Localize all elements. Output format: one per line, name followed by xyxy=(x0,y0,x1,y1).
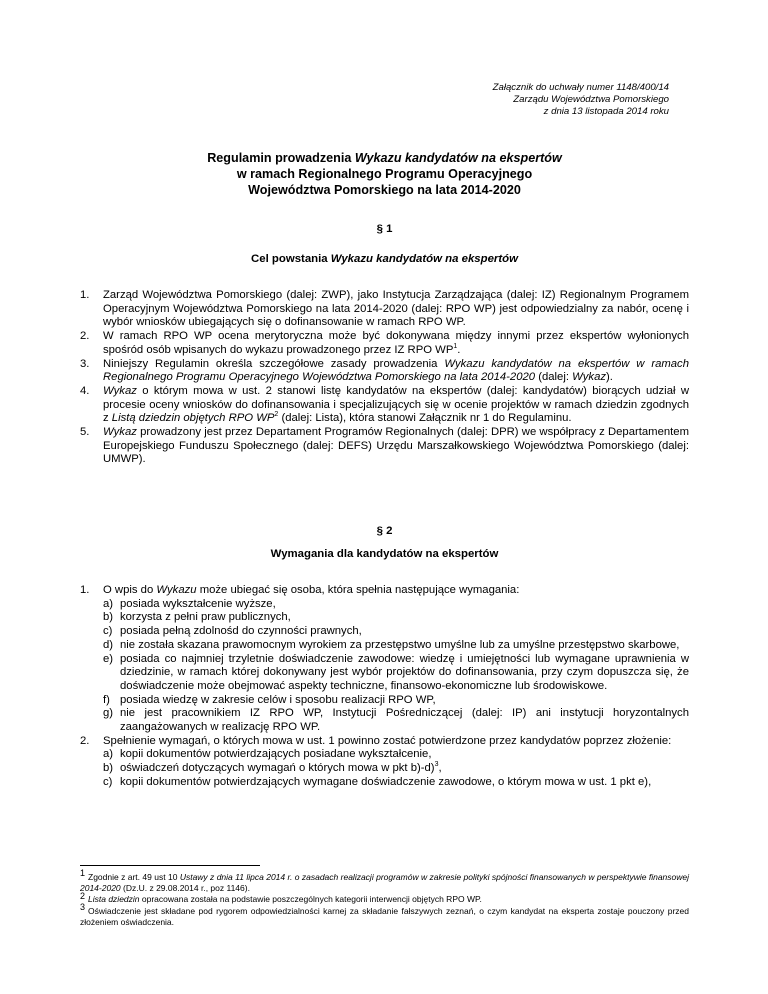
list-item xyxy=(80,426,689,467)
sub-item-text: kopii dokumentów potwierdzających posiadane wykształcenie, xyxy=(120,748,432,761)
sub-item-letter: g) xyxy=(103,707,114,720)
item-text: . xyxy=(457,343,461,356)
item-number: 3. xyxy=(80,357,90,370)
sub-item-text: , xyxy=(438,762,442,775)
footnote-number: 3 xyxy=(80,901,86,912)
item-number: 1. xyxy=(80,584,90,596)
heading-text: Cel powstania xyxy=(251,253,331,265)
item-text: (dalej: Lista), która stanowi Załącznik nr 1 do Regulaminu. xyxy=(278,412,572,425)
title-italic: Wykazu kandydatów na ekspertów xyxy=(354,151,562,165)
list-item xyxy=(80,735,689,790)
sub-item xyxy=(103,598,689,612)
item-text: Spełnienie wymagań, o których mowa w ust. 1 powinno zostać potwierdzone przez kandydatów poprzez złożenie: xyxy=(103,734,672,747)
footnote-text: opracowana została na podstawie poszczególnych kategorii interwencji objętych RPO WP. xyxy=(139,894,482,905)
item-text: W ramach RPO WP ocena merytoryczna może być dokonywana między innymi przez ekspertów wyłonionych spośród osób wpisanych do wykazu prowadzonego przez IZ RPO WP xyxy=(103,330,689,356)
item-italic: Wykaz xyxy=(572,371,607,384)
item-italic: Wykaz xyxy=(103,426,137,439)
item-text: prowadzony jest przez Departament Programów Regionalnych (dalej: DPR) we współpracy z Departamentem Europejskiego Funduszu Społecznego (dalej: DEFS) Urzędu Marszałkowskiego Województwa Pomorskiego (dalej: UMWP). xyxy=(103,426,689,466)
item-italic: Wykazu kandydatów na ekspertów w ramach Regionalnego Programu Operacyjnego Województwa Pomorskiego na lata 2014-2020 xyxy=(103,357,689,384)
sub-item xyxy=(103,694,689,708)
sub-item-letter: b) xyxy=(103,762,114,775)
item-text: o którym mowa w ust. 2 stanowi listę kandydatów na ekspertów (dalej: kandydatów) biorących udział w procesie oceny wniosków do dofinansowania i specjalizujących się w ocenie projektów w ramach dziedzin zgodnych z xyxy=(103,384,689,425)
sub-item-text: posiada wykształcenie wyższe, xyxy=(120,597,276,610)
sub-item-text: oświadczeń dotyczących wymagań o których mowa w pkt b)-d) xyxy=(120,762,435,775)
sub-item-text: nie jest pracownikiem IZ RPO WP, Instytucji Pośredniczącej (dalej: IP) ani instytucji horyzontalnych zaangażowanych w realizację RPO WP. xyxy=(120,707,689,734)
sub-item xyxy=(103,625,689,639)
footnote-divider xyxy=(80,865,260,866)
list-item xyxy=(80,289,689,330)
sub-item-letter: b) xyxy=(103,611,114,624)
title-text: w ramach Regionalnego Programu Operacyjnego xyxy=(236,167,533,181)
item-text: Zarząd Województwa Pomorskiego (dalej: ZWP), jako Instytucja Zarządzająca (dalej: IZ) Regionalnym Programem Operacyjnym Województwa Pomorskiego na lata 2014-2020 (dalej: RPO WP) jest odpowiedzialny za nabór, ocenę i wybór wniosków ubiegających się o dofinansowanie w ramach RPO WP. xyxy=(103,289,689,329)
section-mark: § 2 xyxy=(376,525,393,537)
sub-item-letter: a) xyxy=(103,597,114,610)
sub-item xyxy=(103,748,689,762)
sub-item xyxy=(103,762,689,776)
footnote-number: 2 xyxy=(80,890,86,901)
item-number: 4. xyxy=(80,384,90,397)
sub-item-letter: a) xyxy=(103,748,114,761)
heading-italic: Wykazu kandydatów na ekspertów xyxy=(330,253,518,265)
section-2-list xyxy=(80,584,689,790)
sub-item-text: posiada wiedzę w zakresie celów i sposobu realizacji RPO WP, xyxy=(120,693,436,706)
footnote-ref[interactable]: 3 xyxy=(434,761,439,769)
footnote xyxy=(80,890,689,905)
annex-note xyxy=(493,82,669,118)
item-text: Niniejszy Regulamin określa szczegółowe zasady prowadzenia xyxy=(103,357,445,370)
annex-line: Załącznik do uchwały numer 1148/400/14 xyxy=(492,82,669,93)
section-mark: § 1 xyxy=(376,223,393,235)
item-number: 2. xyxy=(80,734,90,747)
footnote-text: (Dz.U. z 29.08.2014 r., poz 1146). xyxy=(120,883,250,894)
footnotes xyxy=(80,868,690,928)
item-number: 2. xyxy=(80,330,90,343)
sub-item xyxy=(103,611,689,625)
sub-item-text: nie została skazana prawomocnym wyrokiem za przestępstwo umyślne lub za umyślne przestępstwo skarbowe, xyxy=(120,638,680,651)
item-text: O wpis do xyxy=(103,584,157,596)
item-number: 1. xyxy=(80,289,90,301)
footnote-ref[interactable]: 1 xyxy=(453,343,458,351)
item-italic: Wykazu xyxy=(156,584,197,596)
sub-item xyxy=(103,653,689,694)
list-item xyxy=(80,584,689,735)
sub-item-letter: f) xyxy=(103,693,110,706)
annex-line: z dnia 13 listopada 2014 roku xyxy=(543,106,669,117)
list-item xyxy=(80,385,689,426)
list-item xyxy=(80,358,689,385)
sub-item-letter: c) xyxy=(103,625,113,638)
item-italic: Wykaz xyxy=(103,384,137,397)
document-title xyxy=(100,150,669,198)
section-heading: Wymagania dla kandydatów na ekspertów xyxy=(270,548,499,560)
footnote-italic: Lista dziedzin xyxy=(88,894,140,905)
footnote-text: Zgodnie z art. 49 ust 10 xyxy=(88,872,180,882)
title-text: Województwa Pomorskiego na lata 2014-2020 xyxy=(248,183,521,197)
footnote xyxy=(80,901,689,928)
item-italic: Listą dziedzin objętych RPO WP xyxy=(111,412,275,425)
sub-item-text: kopii dokumentów potwierdzających wymagane doświadczenie zawodowe, o którym mowa w ust. 1 pkt e), xyxy=(120,775,652,788)
list-item xyxy=(80,330,689,357)
footnote xyxy=(80,868,690,894)
item-text: ). xyxy=(606,371,613,384)
section-1-list xyxy=(80,289,689,467)
item-text: może ubiegać się osoba, która spełnia następujące wymagania: xyxy=(196,584,520,596)
footnote-ref[interactable]: 2 xyxy=(274,411,279,419)
section-heading xyxy=(100,253,669,265)
sub-item-letter: e) xyxy=(103,652,114,665)
sub-item-letter: d) xyxy=(103,638,114,651)
sub-item xyxy=(103,776,689,790)
title-text: Regulamin prowadzenia xyxy=(207,151,355,165)
item-number: 5. xyxy=(80,426,90,439)
sub-item xyxy=(103,639,689,653)
sub-item xyxy=(103,707,689,734)
item-text: (dalej: xyxy=(535,371,573,384)
footnote-number: 1 xyxy=(80,868,86,879)
annex-line: Zarządu Województwa Pomorskiego xyxy=(513,94,669,105)
footnote-text: Oświadczenie jest składane pod rygorem odpowiedzialności karnej za składanie fałszywych zeznań, o czym kandydat na eksperta zostaje pouczony przed złożeniem oświadczenia. xyxy=(80,905,689,927)
sub-item-letter: c) xyxy=(103,775,113,788)
sub-item-text: posiada pełną zdolnośd do czynności prawnych, xyxy=(120,625,362,638)
footnote-italic: Ustawy z dnia 11 lipca 2014 r. o zasadach realizacji programów w zakresie polityki spójności finansowanych w perspektywie finansowej 2014-2020 xyxy=(80,872,690,894)
sub-item-text: posiada co najmniej trzyletnie doświadczenie zawodowe: wiedzę i umiejętności lub wymagane uprawnienia w dziedzinie, w ramach której dokonywany jest wybór projektów do dofinansowania, przy czym dopuszcza się, że doświadczenie może obejmować aspekty techniczne, finansowo-ekonomiczne lub środowiskowe. xyxy=(120,652,689,692)
sub-item-text: korzysta z pełni praw publicznych, xyxy=(120,611,291,624)
